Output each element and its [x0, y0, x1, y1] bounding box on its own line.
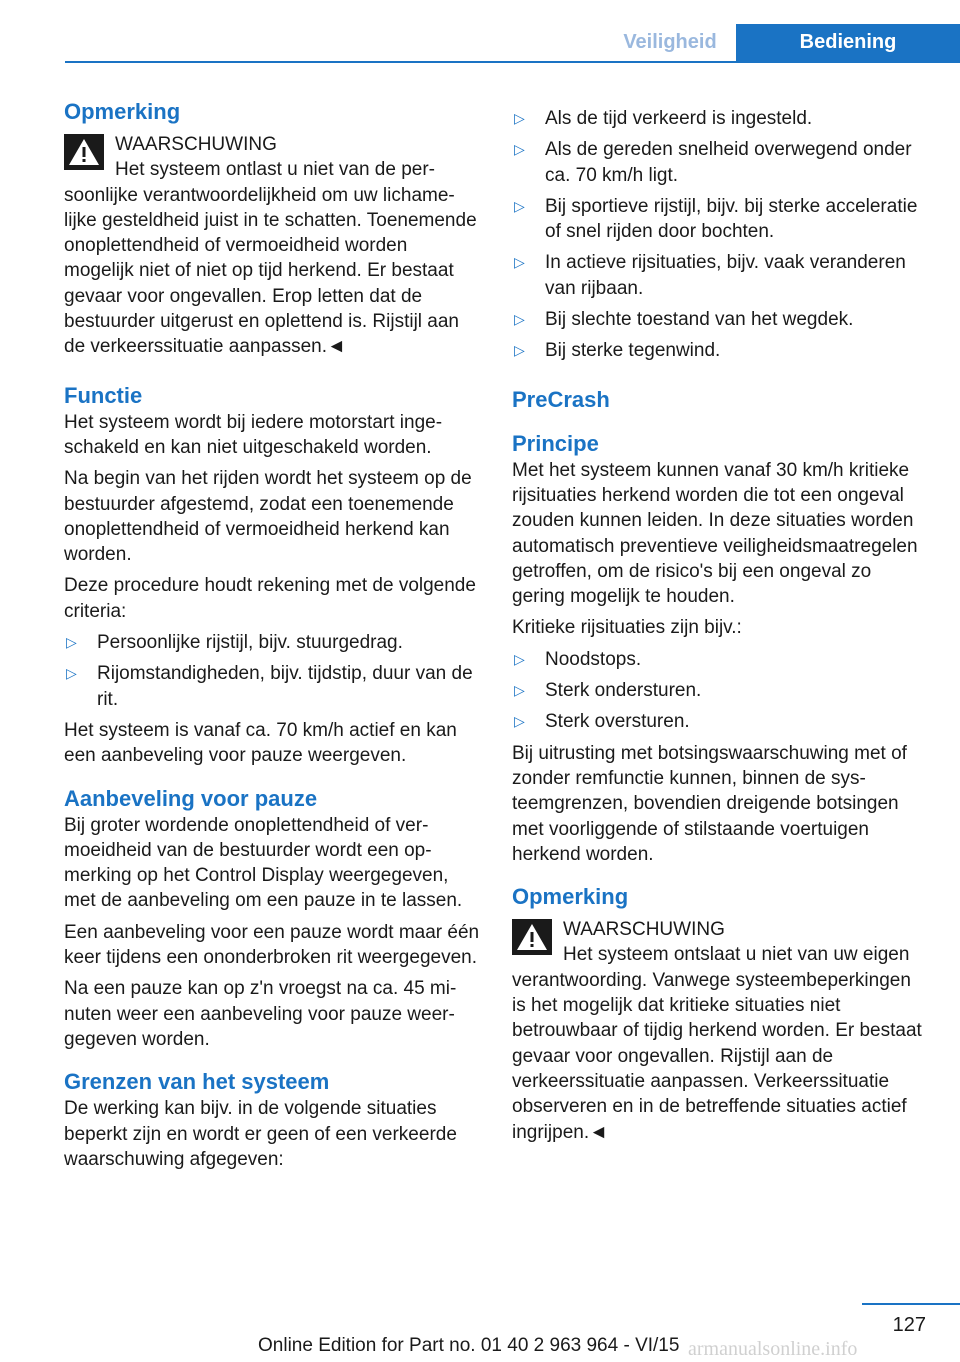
footer-rule — [862, 1303, 960, 1305]
triangle-bullet-icon: ▷ — [514, 311, 525, 328]
list-item: ▷ Rijomstandigheden, bijv. tijdstip, duur van de rit. — [66, 663, 473, 710]
list-item: ▷ Als de gereden snelheid overwegend onder ca. 70 km/h ligt. — [514, 139, 912, 186]
triangle-bullet-icon: ▷ — [514, 197, 525, 214]
heading-grenzen: Grenzen van het systeem — [64, 1069, 330, 1095]
paragraph: Het systeem wordt bij iedere motorstart ingeschakeld en kan niet uitgeschakeld worden. — [64, 411, 443, 458]
triangle-bullet-icon: ▷ — [66, 634, 77, 651]
paragraph: Bij uitrusting met botsingswaarschuwing met of zonder remfunctie kunnen, binnen de systeemgrenzen, bovendien dreigende botsingen met voorliggende of stilstaande voertuigen herkend worden. — [512, 742, 907, 865]
heading-precrash: PreCrash — [512, 386, 610, 412]
triangle-bullet-icon: ▷ — [514, 141, 525, 158]
tab-veiligheid[interactable]: Veiligheid — [623, 31, 717, 53]
triangle-bullet-icon: ▷ — [514, 254, 525, 271]
edition-note: Online Edition for Part no. 01 40 2 963 964 - VI/15 — [258, 1335, 680, 1356]
warning-icon — [64, 134, 104, 170]
paragraph: Na een pauze kan op z'n vroegst na ca. 45 minuten weer een aanbeveling voor pauze weergegeven worden. — [64, 978, 457, 1050]
warning-lead: Het systeem ontlast u niet van de per- — [115, 159, 435, 181]
triangle-bullet-icon: ▷ — [514, 650, 525, 667]
warning-text: verantwoording. Vanwege systeembeperkingen is het mogelijk dat kritieke situaties niet betrouwbaar of tijdig herkend worden. Er bestaat gevaar voor ongevallen. Rijstijl aan de verkeerssituatie aanpassen. Verkeerssituatie observeren en in de betreffende situaties actief ingrijpen.◄ — [512, 969, 922, 1143]
warning-title: WAARSCHUWING — [115, 134, 277, 155]
limitations-list — [512, 106, 928, 364]
list-item: ▷ Sterk oversturen. — [512, 709, 928, 734]
paragraph: Bij groter wordende onoplettendheid of vermoeidheid van de bestuurder wordt een opmerking op het Control Display weergegeven, met de aanbeveling om een pauze in te lassen. — [64, 814, 463, 912]
warning-title: WAARSCHUWING — [563, 919, 725, 941]
warning-block — [64, 132, 480, 360]
critical-situations-list — [512, 647, 928, 735]
list-item: ▷ Bij sterke tegenwind. — [512, 338, 928, 363]
triangle-bullet-icon: ▷ — [514, 342, 525, 359]
paragraph: Het systeem is vanaf ca. 70 km/h actief en kan een aanbeveling voor pauze weergeven. — [64, 719, 457, 767]
left-column — [64, 98, 480, 1172]
triangle-bullet-icon: ▷ — [66, 665, 77, 682]
header-rule — [65, 61, 960, 63]
heading-opmerking: Opmerking — [64, 99, 181, 124]
warning-lead: Het systeem ontslaat u niet van uw eigen — [563, 944, 910, 966]
heading-principe: Principe — [512, 430, 599, 456]
warning-icon — [512, 919, 552, 955]
warning-block — [512, 917, 928, 1145]
triangle-bullet-icon: ▷ — [514, 110, 525, 126]
heading-opmerking: Opmerking — [512, 884, 629, 910]
triangle-bullet-icon: ▷ — [514, 682, 525, 699]
paragraph: De werking kan bijv. in de volgende situaties beperkt zijn en wordt er geen of een verkeerde waarschuwing afgegeven: — [64, 1098, 457, 1170]
paragraph: Een aanbeveling voor een pauze wordt maar één keer tijdens een ononderbroken rit weergegeven. — [64, 921, 480, 969]
list-item: ▷ Bij sportieve rijstijl, bijv. bij sterke acceleratie of snel rijden door bochten. — [514, 195, 918, 243]
list-item: ▷ Persoonlijke rijstijl, bijv. stuurgedrag. — [64, 630, 480, 655]
page-number: 127 — [892, 1314, 926, 1336]
list-item: ▷ Als de tijd verkeerd is ingesteld. — [512, 106, 928, 131]
list-item: ▷ Bij slechte toestand van het wegdek. — [512, 307, 928, 332]
paragraph: Na begin van het rijden wordt het systeem op de bestuurder afgestemd, zodat een toenemende onoplettendheid of vermoeidheid herkend kan worden. — [64, 468, 472, 566]
watermark: armanualsonline.info — [688, 1338, 858, 1360]
list-item: ▷ Noodstops. — [512, 647, 928, 672]
warning-text: soonlijke verantwoordelijkheid om uw lichamelijke gesteldheid juist in te schatten. Toenemende onoplettendheid of vermoeidheid worden mogelijk niet of niet op tijd herkend. Er bestaat gevaar voor ongevallen. Erop letten dat de bestuurder uitgerust en oplettend is. Rijstijl aan de verkeerssituatie aanpassen.◄ — [64, 184, 477, 358]
list-item: ▷ Sterk ondersturen. — [512, 678, 928, 703]
list-item: ▷ In actieve rijsituaties, bijv. vaak veranderen van rijbaan. — [514, 252, 906, 299]
right-column — [512, 106, 928, 1145]
heading-functie: Functie — [64, 382, 143, 408]
triangle-bullet-icon: ▷ — [514, 713, 525, 730]
heading-aanbeveling-pauze: Aanbeveling voor pauze — [64, 785, 318, 811]
paragraph: Kritieke rijsituaties zijn bijv.: — [512, 617, 742, 639]
paragraph: Met het systeem kunnen vanaf 30 km/h kritieke rijsituaties herkend worden die tot een ongeval zouden kunnen leiden. In deze situaties worden automatisch preventieve veiligheidsmaatregelen getroffen, om de risico's bij een ongeval zo gering mogelijk te houden. — [512, 459, 918, 608]
paragraph: Deze procedure houdt rekening met de volgende criteria: — [64, 575, 476, 622]
criteria-list — [64, 630, 480, 712]
tab-bediening[interactable]: Bediening — [736, 24, 960, 61]
